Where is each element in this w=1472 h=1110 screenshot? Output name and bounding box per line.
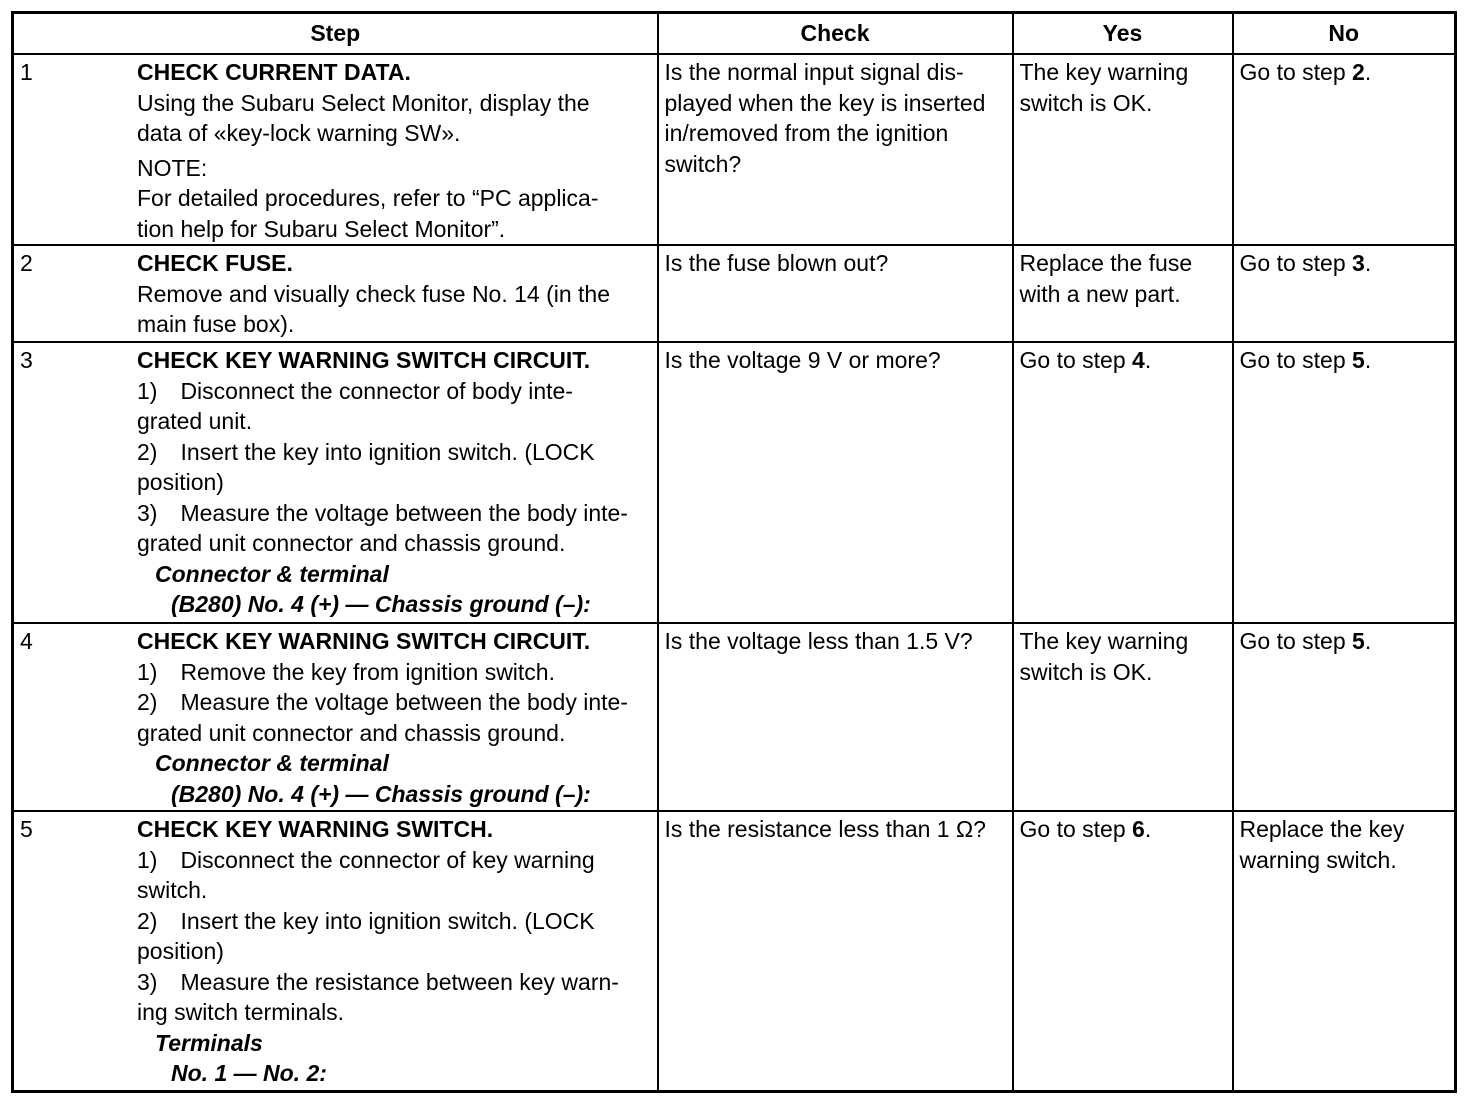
step-line: 2) Measure the voltage between the body inte- — [137, 689, 628, 715]
step-line: position) — [137, 938, 224, 964]
step-cell — [13, 623, 658, 811]
yes-suffix: . — [1144, 347, 1152, 373]
no-suffix: . — [1364, 250, 1372, 276]
no-cell — [1233, 342, 1456, 623]
step-line: 1) Remove the key from ignition switch. — [137, 658, 555, 685]
header-check: Check — [658, 13, 1013, 55]
spec-heading: Connector & terminal — [155, 560, 389, 587]
step-cell — [13, 811, 658, 1092]
step-line: 2) Insert the key into ignition switch. (LOCK — [137, 907, 595, 934]
step-body — [20, 57, 651, 244]
step-body — [20, 814, 651, 1089]
step-line: 3) Measure the voltage between the body inte- — [137, 499, 628, 526]
check-line: Is the resistance less than 1 Ω? — [664, 816, 986, 842]
yes-line: with a new part. — [1019, 280, 1181, 307]
check-line: Is the voltage less than 1.5 V? — [664, 628, 973, 654]
diagnostic-table — [11, 11, 1457, 1093]
note-line: tion help for Subaru Select Monitor”. — [137, 215, 506, 242]
step-line: grated unit. — [137, 408, 253, 434]
check-line: switch? — [664, 150, 742, 177]
step-number: 3 — [20, 347, 33, 373]
check-cell — [658, 623, 1013, 811]
header-step: Step — [13, 13, 658, 55]
step-line: 3) Measure the resistance between key warn- — [137, 968, 619, 995]
step-cell — [13, 342, 658, 623]
step-line: data of «key-lock warning SW». — [137, 120, 461, 146]
yes-cell — [1013, 342, 1233, 623]
step-line: grated unit connector and chassis ground. — [137, 530, 566, 556]
step-number: 1 — [20, 59, 33, 85]
yes-cell — [1013, 811, 1233, 1092]
no-cell — [1233, 245, 1456, 342]
header-no: No — [1233, 13, 1456, 55]
check-cell — [658, 342, 1013, 623]
step-line: ing switch terminals. — [137, 999, 345, 1025]
step-line: 1) Disconnect the connector of key warning — [137, 846, 595, 873]
no-suffix: . — [1364, 59, 1372, 85]
table-row — [13, 245, 1456, 342]
no-prefix: Go to step — [1239, 59, 1353, 85]
yes-cell — [1013, 54, 1233, 245]
step-number: 2 — [20, 250, 33, 276]
check-line: played when the key is inserted — [664, 89, 986, 116]
no-suffix: . — [1364, 628, 1372, 654]
step-title: CHECK KEY WARNING SWITCH CIRCUIT. — [137, 628, 591, 654]
header-row — [13, 13, 1456, 55]
check-cell — [658, 811, 1013, 1092]
no-line: Replace the key — [1239, 816, 1405, 842]
step-cell — [13, 245, 658, 342]
yes-line: The key warning — [1019, 628, 1189, 654]
yes-line: switch is OK. — [1019, 658, 1153, 685]
table-row — [13, 623, 1456, 811]
spec-heading: Connector & terminal — [155, 750, 389, 776]
no-cell — [1233, 623, 1456, 811]
yes-step-ref: 6 — [1132, 816, 1145, 842]
yes-line: Replace the fuse — [1019, 250, 1193, 276]
step-title: CHECK KEY WARNING SWITCH CIRCUIT. — [137, 347, 591, 373]
step-body — [20, 248, 651, 340]
yes-line: switch is OK. — [1019, 89, 1153, 116]
no-step-ref: 5 — [1352, 628, 1365, 654]
yes-suffix: . — [1144, 816, 1152, 842]
check-line: Is the voltage 9 V or more? — [664, 347, 941, 373]
yes-cell — [1013, 623, 1233, 811]
step-line: position) — [137, 469, 224, 495]
step-line: 2) Insert the key into ignition switch. (LOCK — [137, 438, 595, 465]
yes-cell — [1013, 245, 1233, 342]
yes-line: The key warning — [1019, 59, 1189, 85]
step-line: grated unit connector and chassis ground. — [137, 719, 566, 746]
step-title: CHECK FUSE. — [137, 250, 293, 276]
no-cell — [1233, 54, 1456, 245]
step-title: CHECK CURRENT DATA. — [137, 59, 411, 85]
table-row — [13, 54, 1456, 245]
step-line: Remove and visually check fuse No. 14 (in the — [137, 280, 611, 307]
step-line: 1) Disconnect the connector of body inte- — [137, 377, 573, 404]
step-line: Using the Subaru Select Monitor, display the — [137, 89, 590, 116]
spec-heading: Terminals — [155, 1029, 263, 1056]
check-cell — [658, 245, 1013, 342]
check-line: in/removed from the ignition — [664, 120, 949, 146]
yes-step-ref: 4 — [1132, 347, 1145, 373]
no-step-ref: 3 — [1352, 250, 1365, 276]
check-line: Is the normal input signal dis- — [664, 59, 964, 85]
step-cell — [13, 54, 658, 245]
check-line: Is the fuse blown out? — [664, 250, 889, 276]
spec-value: (B280) No. 4 (+) — Chassis ground (–): — [171, 780, 591, 807]
spec-value: No. 1 — No. 2: — [171, 1060, 327, 1086]
check-cell — [658, 54, 1013, 245]
step-title: CHECK KEY WARNING SWITCH. — [137, 816, 494, 842]
note-line: For detailed procedures, refer to “PC applica- — [137, 185, 599, 211]
no-prefix: Go to step — [1239, 628, 1353, 654]
no-step-ref: 2 — [1352, 59, 1365, 85]
yes-prefix: Go to step — [1019, 347, 1133, 373]
header-yes: Yes — [1013, 13, 1233, 55]
no-prefix: Go to step — [1239, 250, 1353, 276]
step-number: 4 — [20, 628, 33, 654]
step-line: main fuse box). — [137, 311, 295, 337]
no-line: warning switch. — [1239, 846, 1397, 873]
no-suffix: . — [1364, 347, 1372, 373]
step-number: 5 — [20, 816, 33, 842]
table-row — [13, 342, 1456, 623]
yes-prefix: Go to step — [1019, 816, 1133, 842]
step-body — [20, 626, 651, 809]
note-label: NOTE: — [137, 154, 208, 181]
step-line: switch. — [137, 877, 208, 903]
no-step-ref: 5 — [1352, 347, 1365, 373]
no-cell — [1233, 811, 1456, 1092]
step-body — [20, 345, 651, 620]
table-row — [13, 811, 1456, 1092]
spec-value: (B280) No. 4 (+) — Chassis ground (–): — [171, 591, 591, 617]
no-prefix: Go to step — [1239, 347, 1353, 373]
